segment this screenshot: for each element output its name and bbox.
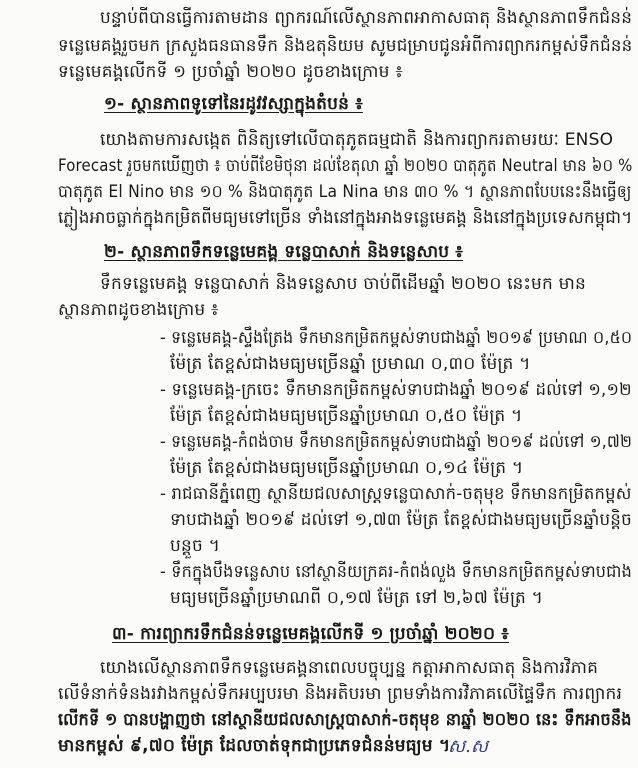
section-1-line-1: យោងតាមការសង្កេត ពិនិត្យទៅលើបាតុភូតធម្មជាតិ និងការព្យាករតាមរយៈ ENSO bbox=[100, 130, 614, 150]
bullet-kampong-cham: - ទន្លេមេគង្គ-កំពង់ចាម ទឹកមានកម្រិតកម្ពស់ទាបជាងឆ្នាំ ២០១៩ ដល់ទៅ ១,៧២ bbox=[160, 432, 633, 452]
section-2-heading: ២- ស្ថានភាពទឹកទន្លេមេគង្គ ទន្លេបាសាក់ និងទន្លេសាប ៖ bbox=[104, 242, 464, 262]
intro-line-2: ទន្លេមេគង្គរួចមក ក្រសួងធនធានទឹក និងឧតុនិយម សូមជម្រាបជូនអំពីការព្យាករកម្ពស់ទឹកជំនន់ bbox=[58, 36, 633, 56]
section-3-line-1: យោងលើស្ថានភាពទឹកទន្លេមេគង្គនាពេលបច្ចុប្បន្ន កត្តាអាកាសធាតុ និងការវិភាគ bbox=[100, 658, 599, 678]
bullet-stung-treng-cont: ម៉ែត្រ តែខ្ពស់ជាងមធ្យមច្រើនឆ្នាំ ប្រមាណ ០,៣០ ម៉ែត្រ ។ bbox=[170, 354, 531, 374]
section-1-line-3: បាតុភូត El Nino មាន ១០ % និងបាតុភូត La Nina មាន ៣០ % ។ ស្ថានភាពបែបនេះនឹងធ្វើឲ្យ bbox=[58, 182, 632, 202]
intro-line-1: បន្ទាប់ពីបានធ្វើការតាមដាន ព្យាករណ៍លើស្ថានភាពអាកាសធាតុ និងស្ថានភាពទឹកជំនន់ bbox=[100, 8, 633, 28]
section-1-line-4: ភ្លៀងអាចធ្លាក់ក្នុងកម្រិតពីមធ្យមទៅច្រើន ទាំងនៅក្នុងអាងទន្លេមេគង្គ និងនៅក្នុងប្រទេសកម្ពុជា។ bbox=[58, 208, 633, 228]
bullet-stung-treng: - ទន្លេមេគង្គ-ស្ទឹងត្រែង ទឹកមានកម្រិតកម្ពស់ទាបជាងឆ្នាំ ២០១៩ ប្រមាណ ០,៥០ bbox=[160, 328, 633, 348]
section-3-heading: ៣- ការព្យាករទឹកជំនន់ទន្លេមេគង្គលើកទី ១ ប្រចាំឆ្នាំ ២០២០ ៖ bbox=[112, 624, 509, 644]
section-1-line-2: Forecast រួចមកឃើញថា ៖ ចាប់ពីខែមិថុនា ដល់ខែតុលា ឆ្នាំ ២០២០ បាតុភូត Neutral មាន ៦០ % bbox=[58, 156, 633, 176]
section-2-line-2: ស្ថានភាពដូចខាងក្រោម ៖ bbox=[58, 300, 219, 320]
section-2-line-1: ទឹកទន្លេមេគង្គ ទន្លេបាសាក់ និងទន្លេសាប ចាប់ពីដើមឆ្នាំ ២០២០ នេះមក មាន bbox=[100, 274, 586, 294]
bullet-phnom-penh: - រាជធានីភ្នំពេញ ស្ថានីយជលសាស្ត្រទន្លេបាសាក់-ចតុមុខ ទឹកមានកម្រិតកម្ពស់ bbox=[160, 484, 632, 504]
section-3-line-4: មានកម្ពស់ ៩,៧០ ម៉ែត្រ ដែលចាត់ទុកជាប្រភេទជំនន់មធ្យម ។ bbox=[58, 736, 451, 756]
bullet-phnom-penh-cont-1: ទាបជាងឆ្នាំ ២០១៩ ដល់ទៅ ១,៧៣ ម៉ែត្រ តែខ្ពស់ជាងមធ្យមច្រើនឆ្នាំបន្តិច bbox=[170, 510, 632, 530]
section-3-line-2: លើទំនាក់ទំនងរវាងកម្ពស់ទឹកអប្បបរមា និងអតិបរមា ព្រមទាំងការវិភាគលើផ្ទៃទឹក ការព្យាករ bbox=[58, 684, 623, 704]
bullet-phnom-penh-cont-2: បន្តួច ។ bbox=[170, 536, 220, 556]
handwritten-initials: ស.ស bbox=[448, 736, 488, 757]
section-1-heading: ១- ស្ថានភាពទូទៅនៃរដូវវស្សាក្នុងតំបន់ ៖ bbox=[104, 94, 363, 114]
bullet-kratie-cont: ម៉ែត្រ តែខ្ពស់ជាងមធ្យមច្រើនឆ្នាំប្រមាណ ០,៥០ ម៉ែត្រ ។ bbox=[170, 406, 523, 426]
section-3-line-3: លើកទី ១ បានបង្ហាញថា នៅស្ថានីយជលសាស្ត្របាសាក់-ចតុមុខ នាឆ្នាំ ២០២០ នេះ ទឹកអាចនឹង bbox=[58, 710, 632, 730]
bullet-tonle-sap-cont: មធ្យមច្រើនឆ្នាំប្រមាណពី ០,១៧ ម៉ែត្រ ទៅ ២,៦៧ ម៉ែត្រ ។ bbox=[170, 588, 544, 608]
bullet-tonle-sap: - ទឹកក្នុងបឹងទន្លេសាប នៅស្ថានីយក្រគរ-កំពង់លួង ទឹកមានកម្រិតកម្ពស់ទាបជាង bbox=[160, 562, 633, 582]
intro-line-3: ទន្លេមេគង្គលើកទី ១ ប្រចាំឆ្នាំ ២០២០ ដូចខាងក្រោម ៖ bbox=[58, 62, 403, 82]
bullet-kratie: - ទន្លេមេគង្គ-ក្រចេះ ទឹកមានកម្រិតកម្ពស់ទាបជាងឆ្នាំ ២០១៩ ដល់ទៅ ១,១២ bbox=[160, 380, 632, 400]
bullet-kampong-cham-cont: ម៉ែត្រ តែខ្ពស់ជាងមធ្យមច្រើនឆ្នាំប្រមាណ ០,១៤ ម៉ែត្រ ។ bbox=[170, 458, 524, 478]
